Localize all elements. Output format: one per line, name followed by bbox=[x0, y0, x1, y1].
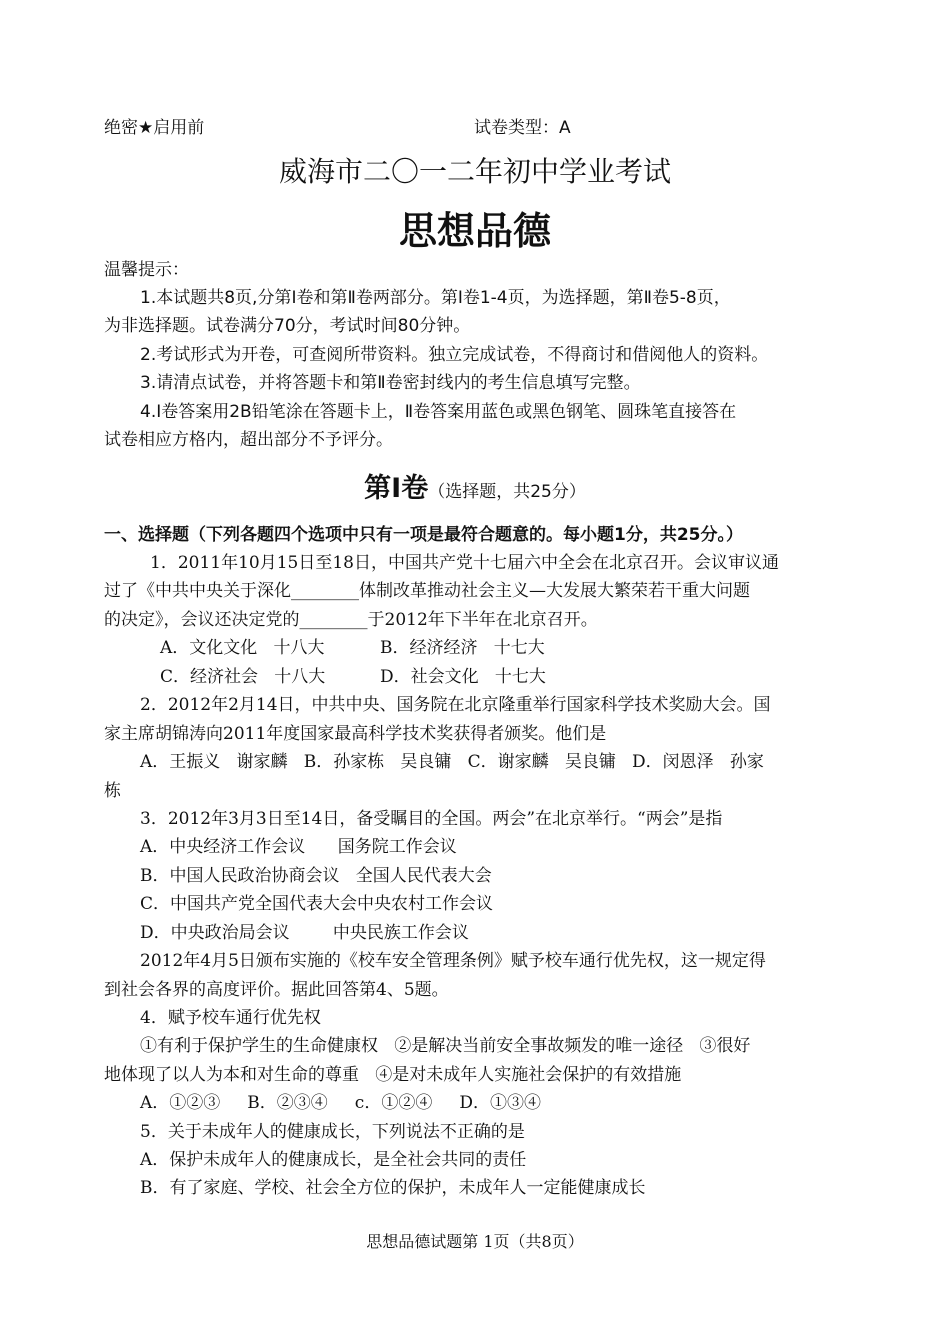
notice-heading: 温馨提示： bbox=[104, 260, 189, 280]
q2-options: A．王振义 谢家麟 B．孙家栋 吴良镛 C．谢家麟 吴良镛 D．闵恩泽 孙家 bbox=[140, 752, 764, 772]
q1-option-c: C．经济社会 十八大 bbox=[160, 667, 326, 687]
q3-option-c: C．中国共产党全国代表大会中央农村工作会议 bbox=[140, 894, 494, 914]
page-footer: 思想品德试题第 1页（共8页） bbox=[366, 1232, 584, 1251]
notice-line-6: 试卷相应方格内，超出部分不予评分。 bbox=[104, 430, 393, 450]
part-heading: 一、选择题（下列各题四个选项中只有一项是最符合题意的。每小题1分，共25分。） bbox=[104, 525, 743, 545]
q3-line-1: 3．2012年3月3日至14日，备受瞩目的全国。两会”在北京举行。“两会”是指 bbox=[140, 809, 723, 829]
section-heading bbox=[0, 466, 950, 505]
q1-line-1: 1．2011年10月15日至18日，中国共产党十七届六中全会在北京召开。会议审议通 bbox=[150, 553, 779, 573]
section-note: （选择题，共25分） bbox=[428, 482, 586, 502]
notice-line-3: 2.考试形式为开卷，可查阅所带资料。独立完成试卷，不得商讨和借阅他人的资料。 bbox=[140, 345, 769, 365]
exam-title: 威海市二〇一二年初中学业考试 bbox=[278, 155, 671, 188]
q3-option-d: D．中央政治局会议 中央民族工作会议 bbox=[140, 923, 469, 943]
q2-line-4: 栋 bbox=[104, 781, 121, 801]
notice-line-1: 1.本试题共8页,分第Ⅰ卷和第Ⅱ卷两部分。第Ⅰ卷1-4页，为选择题，第Ⅱ卷5-8页， bbox=[140, 288, 731, 308]
notice-line-2: 为非选择题。试卷满分70分，考试时间80分钟。 bbox=[104, 316, 471, 336]
q3-option-a: A．中央经济工作会议 国务院工作会议 bbox=[140, 837, 457, 857]
q1-option-a: A．文化文化 十八大 bbox=[160, 638, 325, 658]
notice-line-4: 3.请清点试卷，并将答题卡和第Ⅱ卷密封线内的考生信息填写完整。 bbox=[140, 373, 641, 393]
q3-option-b: B．中国人民政治协商会议 全国人民代表大会 bbox=[140, 866, 492, 886]
q5-option-a: A．保护未成年人的健康成长，是全社会共同的责任 bbox=[140, 1150, 527, 1170]
material-line-2: 到社会各界的高度评价。据此回答第4、5题。 bbox=[104, 980, 449, 1000]
q5-option-b: B．有了家庭、学校、社会全方位的保护，未成年人一定能健康成长 bbox=[140, 1178, 646, 1198]
q4-line-3: 地体现了以人为本和对生命的尊重 ④是对未成年人实施社会保护的有效措施 bbox=[104, 1065, 682, 1085]
q1-line-3: 的决定》，会议还决定党的________于2012年下半年在北京召开。 bbox=[104, 610, 598, 630]
q2-line-1: 2．2012年2月14日，中共中央、国务院在北京隆重举行国家科学技术奖励大会。国 bbox=[140, 695, 771, 715]
q5-line-1: 5．关于未成年人的健康成长，下列说法不正确的是 bbox=[140, 1122, 525, 1142]
q1-option-b: B．经济经济 十七大 bbox=[380, 638, 545, 658]
paper-type-label: 试卷类型：A bbox=[474, 118, 571, 138]
notice-line-5: 4.Ⅰ卷答案用2B铅笔涂在答题卡上，Ⅱ卷答案用蓝色或黑色钢笔、圆珠笔直接答在 bbox=[140, 402, 737, 422]
material-line-1: 2012年4月5日颁布实施的《校车安全管理条例》赋予校车通行优先权，这一规定得 bbox=[140, 951, 766, 971]
secret-label: 绝密★启用前 bbox=[104, 118, 205, 138]
q4-options: A．①②③ B．②③④ c．①②④ D．①③④ bbox=[140, 1093, 541, 1113]
q1-line-2: 过了《中共中央关于深化________体制改革推动社会主义—大发展大繁荣若干重大问题 bbox=[104, 581, 750, 601]
q2-line-2: 家主席胡锦涛向2011年度国家最高科学技术奖获得者颁奖。他们是 bbox=[104, 724, 607, 744]
q4-line-1: 4．赋予校车通行优先权 bbox=[140, 1008, 321, 1028]
q4-line-2: ①有利于保护学生的生命健康权 ②是解决当前安全事故频发的唯一途径 ③很好 bbox=[140, 1036, 751, 1056]
section-title: 第Ⅰ卷 bbox=[364, 473, 429, 504]
q1-option-d: D．社会文化 十七大 bbox=[380, 667, 546, 687]
subject-title: 思想品德 bbox=[398, 209, 551, 253]
